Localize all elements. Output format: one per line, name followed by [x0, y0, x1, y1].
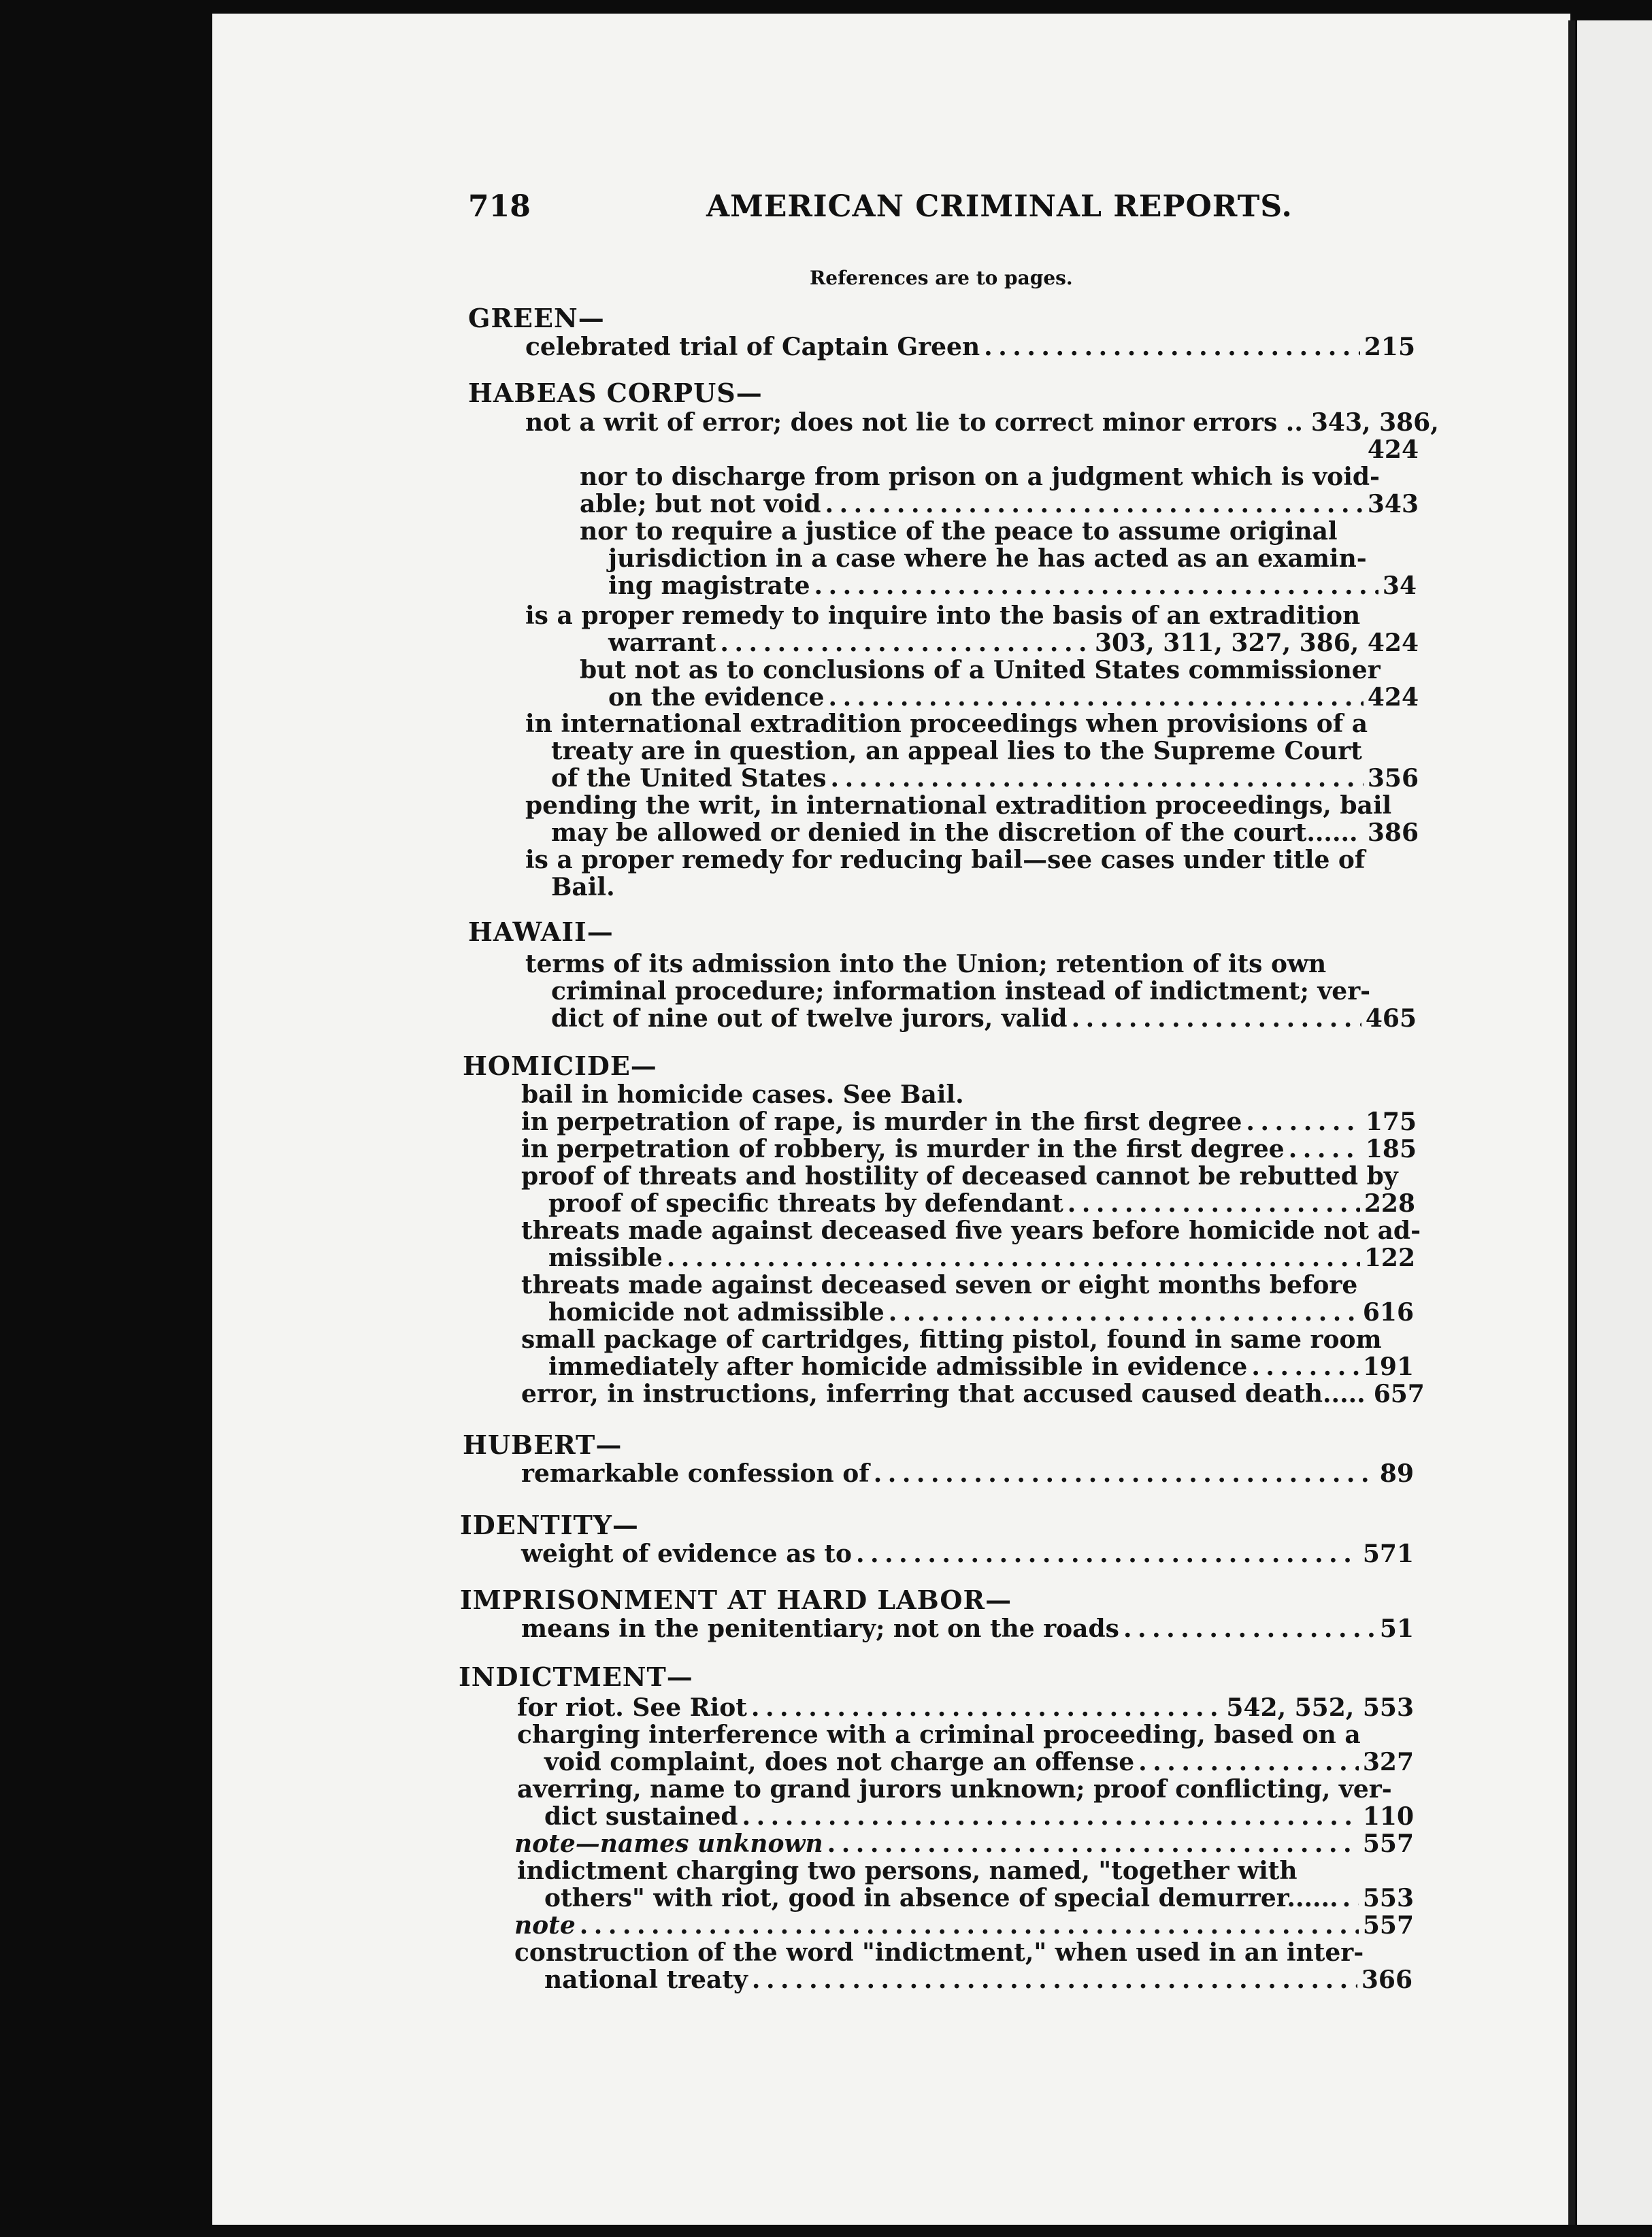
leader-dots [889, 1299, 1359, 1326]
entry-text: criminal procedure; information instead of indictment; ver- [551, 977, 1371, 1006]
page-reference: 616 [1362, 1298, 1414, 1327]
leader-dots [580, 1912, 1359, 1939]
entry-text: indictment charging two persons, named, "together with [517, 1857, 1298, 1885]
leader-dots [742, 1803, 1359, 1830]
page-reference: 89 [1379, 1459, 1414, 1488]
index-entry-line [525, 408, 1439, 437]
entry-text: but not as to conclusions of a United States commissioner [580, 656, 1381, 684]
leader-dots [1072, 1005, 1361, 1032]
index-entry-line [521, 1615, 1414, 1642]
entry-text: homicide not admissible [548, 1298, 885, 1327]
index-entry-line [544, 1885, 1414, 1912]
entry-text: is a proper remedy to inquire into the basis of an extradition [525, 601, 1361, 630]
leader-dots [856, 1540, 1359, 1568]
leader-dots [1138, 1749, 1359, 1776]
entry-text: celebrated trial of Captain Green [525, 333, 980, 361]
page-reference: 110 [1362, 1802, 1414, 1831]
heading-text: IDENTITY— [460, 1510, 639, 1540]
entry-text: missible [548, 1244, 663, 1272]
page-reference: 34 [1382, 571, 1417, 600]
index-entry-line [544, 1749, 1414, 1776]
entry-text: able; but not void [580, 490, 821, 518]
leader-dots [752, 1966, 1357, 1993]
index-entry-line [517, 1721, 1414, 1749]
running-title: AMERICAN CRIMINAL REPORTS. [706, 189, 1293, 224]
leader-dots [720, 629, 1091, 657]
leader-dots [751, 1694, 1223, 1721]
page-reference: 571 [1362, 1540, 1414, 1568]
index-entry-line [517, 1857, 1414, 1885]
index-entry-line [521, 1081, 1415, 1108]
index-entry-line [521, 1136, 1417, 1163]
page-reference: 386 [1367, 818, 1419, 847]
leader-dots [829, 684, 1364, 711]
index-entry-line [525, 602, 1415, 629]
heading-text: INDICTMENT— [459, 1661, 693, 1692]
index-entry-line [551, 765, 1419, 792]
entry-text: in perpetration of rape, is murder in the first degree [521, 1108, 1242, 1136]
page-reference: 51 [1379, 1614, 1414, 1643]
index-heading [459, 1663, 1415, 1691]
entry-text: ing magistrate [608, 571, 810, 600]
entry-text: threats made against deceased seven or eight months before [521, 1271, 1358, 1299]
entry-text: nor to discharge from prison on a judgment which is void- [580, 463, 1380, 491]
page-reference: 215 [1364, 333, 1415, 361]
page-reference: 228 [1364, 1189, 1415, 1218]
entry-text: bail in homicide cases. See Bail. [521, 1080, 964, 1109]
heading-text: HAWAII— [468, 916, 614, 947]
entry-text: dict of nine out of twelve jurors, valid [551, 1004, 1068, 1033]
leader-dots [831, 765, 1364, 792]
index-entry-line [580, 657, 1415, 684]
page-reference: 465 [1365, 1004, 1417, 1033]
page-reference: 356 [1367, 764, 1419, 793]
index-entry-line [608, 572, 1417, 599]
entry-text: threats made against deceased five years before homicide not ad- [521, 1216, 1421, 1245]
index-entry-line [544, 1803, 1414, 1830]
index-entry-line [521, 1326, 1415, 1353]
entry-text: void complaint, does not charge an offense [544, 1748, 1135, 1776]
entry-text: warrant [608, 629, 716, 657]
reference-note: References are to pages. [810, 267, 1073, 289]
page-reference: 185 [1365, 1135, 1417, 1163]
entry-text: Bail. [551, 873, 615, 901]
entry-text: note—names unknown [514, 1829, 823, 1858]
index-entry-line [580, 463, 1415, 491]
index-entry-line [608, 629, 1419, 657]
leader-dots [814, 572, 1378, 599]
leader-dots [984, 333, 1360, 361]
entry-text: error, in instructions, inferring that accused caused death..... [521, 1380, 1366, 1408]
leader-dots [1362, 819, 1364, 846]
index-entry-line [525, 792, 1415, 819]
page-reference: 303, 311, 327, 386, 424 [1095, 629, 1419, 657]
page-reference: 542, 552, 553 [1226, 1693, 1414, 1722]
leader-dots [825, 491, 1364, 518]
leader-dots [1123, 1615, 1376, 1642]
index-entry-line [608, 684, 1419, 711]
index-entry-line [525, 436, 1419, 463]
leader-dots [667, 1244, 1360, 1272]
entry-text: jurisdiction in a case where he has acted as an examin- [608, 544, 1367, 573]
page-reference: 191 [1362, 1353, 1414, 1381]
entry-text: of the United States [551, 764, 827, 793]
index-entry-line [525, 846, 1415, 874]
index-entry-line [514, 1912, 1414, 1939]
page-reference: 327 [1362, 1748, 1414, 1776]
index-entry-line [517, 1776, 1414, 1803]
index-entry-line [525, 710, 1415, 738]
entry-text: not a writ of error; does not lie to correct minor errors .. [525, 408, 1303, 437]
entry-text: pending the writ, in international extradition proceedings, bail [525, 791, 1392, 820]
index-entry-line [525, 333, 1415, 361]
entry-text: on the evidence [608, 683, 825, 712]
running-head [468, 189, 1434, 237]
index-entry-line [551, 819, 1419, 846]
entry-text: in international extradition proceedings when provisions of a [525, 710, 1368, 738]
entry-text: charging interference with a criminal proceeding, based on a [517, 1721, 1361, 1749]
leader-dots [1289, 1136, 1361, 1163]
index-entry-line [551, 738, 1415, 765]
leader-dots [874, 1460, 1376, 1487]
facing-page-edge [1577, 20, 1652, 2225]
index-entry-line [551, 874, 1415, 901]
entry-text: note [514, 1911, 576, 1940]
index-entry-line [521, 1460, 1414, 1487]
heading-text: HOMICIDE— [463, 1050, 657, 1081]
entry-text: means in the penitentiary; not on the roads [521, 1614, 1119, 1643]
entry-text: dict sustained [544, 1802, 738, 1831]
index-entry-line [514, 1830, 1414, 1857]
heading-text: IMPRISONMENT AT HARD LABOR— [460, 1585, 1012, 1615]
page-reference: 553 [1362, 1884, 1414, 1912]
index-entry-line [525, 950, 1415, 978]
entry-text: terms of its admission into the Union; retention of its own [525, 950, 1327, 978]
index-entry-line [514, 1939, 1414, 1966]
entry-text: may be allowed or denied in the discretion of the court...... [551, 818, 1358, 847]
index-heading [468, 918, 1415, 946]
entry-text: immediately after homicide admissible in evidence [548, 1353, 1248, 1381]
index-heading [463, 1050, 1415, 1081]
page-number: 718 [468, 189, 531, 224]
index-entry-line [548, 1353, 1414, 1380]
index-entry-line [551, 1005, 1417, 1032]
leader-dots [1342, 1885, 1359, 1912]
index-entry-line [548, 1244, 1415, 1272]
index-entry-line [517, 1694, 1414, 1721]
leader-dots [1251, 1353, 1359, 1380]
index-entry-line [521, 1163, 1415, 1190]
index-heading [468, 380, 1415, 407]
index-entry-line [521, 1272, 1415, 1299]
page-reference: 122 [1364, 1244, 1415, 1272]
index-entry-line [521, 1380, 1425, 1408]
page-reference: 557 [1362, 1911, 1414, 1940]
index-entry-line [551, 978, 1415, 1005]
entry-text: weight of evidence as to [521, 1540, 852, 1568]
heading-text: HUBERT— [463, 1429, 623, 1460]
page-reference: 557 [1362, 1829, 1414, 1858]
entry-text: construction of the word "indictment," when used in an inter- [514, 1938, 1364, 1967]
index-heading [468, 305, 1415, 332]
index-entry-line [548, 1299, 1414, 1326]
entry-text: remarkable confession of [521, 1459, 870, 1488]
index-entry-line [548, 1190, 1415, 1217]
entry-text: small package of cartridges, fitting pistol, found in same room [521, 1325, 1382, 1354]
entry-text: treaty are in question, an appeal lies to the Supreme Court [551, 737, 1362, 765]
heading-text: GREEN— [468, 303, 605, 333]
index-entry-line [521, 1108, 1417, 1136]
entry-text: others" with riot, good in absence of special demurrer...... [544, 1884, 1338, 1912]
page-reference: 366 [1361, 1966, 1413, 1994]
page-reference: 424 [1367, 683, 1419, 712]
page-reference: 175 [1365, 1108, 1417, 1136]
leader-dots [827, 1830, 1359, 1857]
index-heading [463, 1431, 1415, 1459]
entry-text: for riot. See Riot [517, 1693, 747, 1722]
page-gutter-shadow [1568, 20, 1575, 2225]
page-reference: 424 [1367, 435, 1419, 464]
index-entry-line [580, 518, 1415, 545]
index-entry-line [580, 491, 1419, 518]
index-heading [460, 1587, 1415, 1614]
index-heading [460, 1512, 1415, 1539]
index-entry-line [521, 1216, 1421, 1245]
entry-text: averring, name to grand jurors unknown; proof conflicting, ver- [517, 1775, 1392, 1804]
index-entry-line [608, 545, 1415, 572]
entry-text: is a proper remedy for reducing bail—see cases under title of [525, 846, 1366, 874]
entry-text: proof of specific threats by defendant [548, 1189, 1063, 1218]
page-reference: 657 [1373, 1380, 1425, 1408]
leader-dots [1068, 1190, 1360, 1217]
index-entry-line [521, 1540, 1414, 1568]
entry-text: proof of threats and hostility of deceased cannot be rebutted by [521, 1162, 1398, 1191]
entry-text: nor to require a justice of the peace to assume original [580, 517, 1338, 546]
entry-text: national treaty [544, 1966, 748, 1994]
entry-text: in perpetration of robbery, is murder in the first degree [521, 1135, 1285, 1163]
page-reference: 343, 386, [1310, 408, 1439, 437]
heading-text: HABEAS CORPUS— [468, 378, 763, 408]
index-entry-line [544, 1966, 1413, 1993]
page-reference: 343 [1367, 490, 1419, 518]
leader-dots [1246, 1108, 1361, 1136]
